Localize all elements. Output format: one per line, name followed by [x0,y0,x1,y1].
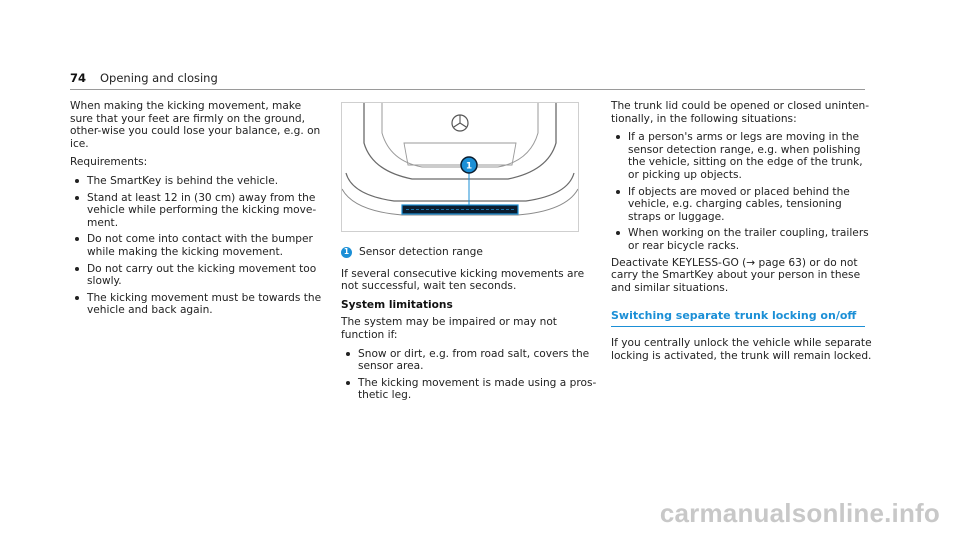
requirements-label: Requirements: [70,156,148,169]
callout-badge: 1 [341,247,352,258]
column-middle [341,100,603,406]
unintended-intro: The trunk lid could be opened or closed uninten-tionally, in the following situations: [611,100,870,125]
list-item: The kicking movement must be towards the vehicle and back again. [70,292,325,317]
watermark-text: carmanualsonline.info [659,498,940,528]
caption-text: Sensor detection range [359,246,483,258]
column-left [70,100,325,321]
list-item: Stand at least 12 in (30 cm) away from the vehicle while performing the kicking move-ment. [70,192,325,230]
intro-paragraph: When making the kicking movement, make sure that your feet are firmly on the ground, other-wise you could lose your balance, e.g. on ice. [70,100,321,150]
list-item: When working on the trailer coupling, trailers or rear bicycle racks. [611,227,873,252]
deactivate-paragraph: Deactivate KEYLESS-GO (→ page 63) or do not carry the SmartKey about your person in these and similar situations. [611,256,861,294]
situations-list [611,131,873,252]
list-item: If a person's arms or legs are moving in the sensor detection range, e.g. when polishing the vehicle, sitting on the edge of the trunk, or picking up objects. [611,131,873,181]
limitations-intro: The system may be impaired or may not function if: [341,316,557,341]
section-heading: Switching separate trunk locking on/off [611,310,865,327]
limitations-list [341,348,603,402]
figure-caption [341,246,603,259]
trunk-sensor-illustration [341,102,579,232]
retry-paragraph: If several consecutive kicking movements are not successful, wait ten seconds. [341,267,585,293]
limitations-heading: System limitations [341,298,453,311]
page-number: 74 [70,71,87,85]
section-paragraph: If you centrally unlock the vehicle while separate locking is activated, the trunk will remain locked. [611,336,872,362]
section-name: Opening and closing [100,71,218,85]
requirements-list [70,175,325,317]
list-item: If objects are moved or placed behind the vehicle, e.g. charging cables, tensioning straps or luggage. [611,186,873,224]
list-item: The SmartKey is behind the vehicle. [70,175,325,188]
page-header [70,71,865,90]
mercedes-star-icon [452,115,468,131]
column-right [611,100,873,368]
list-item: The kicking movement is made using a pros-thetic leg. [341,377,603,402]
list-item: Do not carry out the kicking movement too slowly. [70,263,325,288]
car-rear-drawing [342,103,578,231]
list-item: Snow or dirt, e.g. from road salt, covers the sensor area. [341,348,603,373]
list-item: Do not come into contact with the bumper while making the kicking movement. [70,233,325,258]
callout-number: 1 [465,161,473,172]
